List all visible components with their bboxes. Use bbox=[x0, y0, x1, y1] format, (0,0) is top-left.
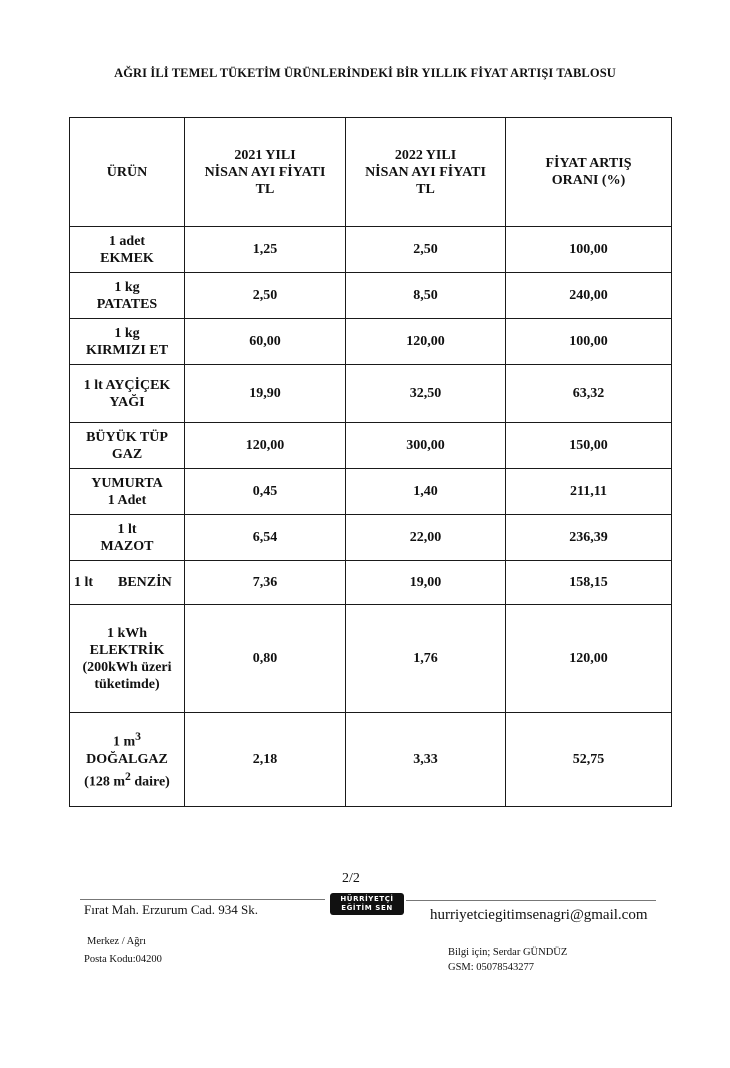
price-2021-cell: 2,50 bbox=[185, 273, 346, 319]
page-number: 2/2 bbox=[342, 871, 360, 886]
rate-cell: 120,00 bbox=[506, 605, 672, 713]
product-cell bbox=[70, 713, 185, 807]
rate-cell: 150,00 bbox=[506, 423, 672, 469]
price-2021-cell: 60,00 bbox=[185, 319, 346, 365]
product-cell bbox=[70, 561, 185, 605]
product-unit: 1 lt AYÇİÇEK bbox=[83, 377, 171, 393]
table-header-row bbox=[70, 118, 672, 227]
price-2022-cell: 300,00 bbox=[346, 423, 506, 469]
price-2021-cell: 120,00 bbox=[185, 423, 346, 469]
table-row bbox=[70, 273, 672, 319]
header-2021-line2: NİSAN AYI FİYATI bbox=[204, 164, 326, 180]
header-2022-line2: NİSAN AYI FİYATI bbox=[365, 164, 486, 180]
price-2021-cell: 0,45 bbox=[185, 469, 346, 515]
footer-divider-left bbox=[80, 899, 325, 900]
price-2022-cell: 32,50 bbox=[346, 365, 506, 423]
product-note: tüketimde) bbox=[94, 676, 160, 692]
header-increase-rate bbox=[506, 118, 672, 227]
price-2021-cell: 2,18 bbox=[185, 713, 346, 807]
product-name: GAZ bbox=[111, 446, 143, 462]
product-unit: 1 kg bbox=[114, 279, 140, 295]
header-product-label: ÜRÜN bbox=[106, 164, 148, 180]
rate-cell: 100,00 bbox=[506, 319, 672, 365]
product-unit: BÜYÜK TÜP bbox=[86, 429, 168, 445]
price-2022-cell: 3,33 bbox=[346, 713, 506, 807]
product-note: (200kWh üzeri bbox=[82, 659, 172, 675]
price-2021-cell: 7,36 bbox=[185, 561, 346, 605]
footer-divider-right bbox=[406, 900, 656, 901]
table-row bbox=[70, 423, 672, 469]
price-increase-table bbox=[69, 117, 672, 807]
table-row bbox=[70, 319, 672, 365]
product-cell bbox=[70, 227, 185, 273]
rate-cell: 100,00 bbox=[506, 227, 672, 273]
document-title: AĞRI İLİ TEMEL TÜKETİM ÜRÜNLERİNDEKİ BİR YILLIK FİYAT ARTIŞI TABLOSU bbox=[114, 66, 616, 80]
logo-line1: HÜRRİYETÇİ bbox=[340, 895, 394, 903]
price-2022-cell: 8,50 bbox=[346, 273, 506, 319]
price-2021-cell: 1,25 bbox=[185, 227, 346, 273]
product-unit: 1 adet bbox=[108, 233, 146, 249]
header-rate-line1: FİYAT ARTIŞ bbox=[545, 156, 632, 171]
footer-gsm: GSM: 05078543277 bbox=[448, 962, 535, 973]
product-unit: 1 lt bbox=[117, 521, 137, 537]
rate-cell: 211,11 bbox=[506, 469, 672, 515]
price-2022-cell: 1,76 bbox=[346, 605, 506, 713]
footer-district: Merkez / Ağrı bbox=[87, 936, 146, 947]
table-row bbox=[70, 605, 672, 713]
product-cell bbox=[70, 423, 185, 469]
price-2022-cell: 22,00 bbox=[346, 515, 506, 561]
rate-cell: 52,75 bbox=[506, 713, 672, 807]
product-cell bbox=[70, 605, 185, 713]
rate-cell: 158,15 bbox=[506, 561, 672, 605]
table-row bbox=[70, 713, 672, 807]
footer-address: Fırat Mah. Erzurum Cad. 934 Sk. bbox=[84, 902, 259, 917]
product-name: MAZOT bbox=[100, 538, 154, 554]
logo-line2: EĞİTİM SEN bbox=[341, 904, 393, 912]
price-2021-cell: 0,80 bbox=[185, 605, 346, 713]
table-row bbox=[70, 365, 672, 423]
header-2022-line3: TL bbox=[416, 181, 435, 197]
rate-cell: 240,00 bbox=[506, 273, 672, 319]
product-name: YUMURTA bbox=[91, 475, 163, 491]
header-2021-line1: 2021 YILI bbox=[234, 147, 296, 163]
rate-cell: 236,39 bbox=[506, 515, 672, 561]
product-name: YAĞI bbox=[109, 394, 145, 410]
table-row bbox=[70, 515, 672, 561]
footer-postal-code: Posta Kodu:04200 bbox=[84, 954, 162, 965]
rate-cell: 63,32 bbox=[506, 365, 672, 423]
union-logo bbox=[330, 893, 404, 915]
product-cell bbox=[70, 319, 185, 365]
product-unit: 1 lt bbox=[74, 575, 94, 590]
product-unit: 1 kWh bbox=[106, 625, 148, 641]
product-name: KIRMIZI ET bbox=[85, 342, 169, 358]
product-cell bbox=[70, 469, 185, 515]
product-note-end: daire) bbox=[130, 774, 170, 790]
superscript: 3 bbox=[135, 730, 141, 744]
product-cell bbox=[70, 365, 185, 423]
product-unit: 1 kg bbox=[114, 325, 140, 341]
header-product bbox=[70, 118, 185, 227]
price-2022-cell: 2,50 bbox=[346, 227, 506, 273]
product-name: BENZİN bbox=[118, 575, 172, 590]
price-2022-cell: 120,00 bbox=[346, 319, 506, 365]
product-note: (128 m bbox=[84, 774, 125, 790]
table-row bbox=[70, 469, 672, 515]
product-name: DOĞALGAZ bbox=[86, 752, 168, 767]
header-2022-price bbox=[346, 118, 506, 227]
product-cell bbox=[70, 273, 185, 319]
table-row bbox=[70, 561, 672, 605]
product-name: PATATES bbox=[96, 296, 158, 312]
price-2022-cell: 1,40 bbox=[346, 469, 506, 515]
price-2021-cell: 6,54 bbox=[185, 515, 346, 561]
product-name: EKMEK bbox=[100, 250, 154, 266]
table-row bbox=[70, 227, 672, 273]
price-2022-cell: 19,00 bbox=[346, 561, 506, 605]
product-cell bbox=[70, 515, 185, 561]
header-2022-line1: 2022 YILI bbox=[394, 147, 457, 163]
footer-email-link[interactable]: hurriyetciegitimsenagri@gmail.com bbox=[430, 907, 648, 923]
product-unit: 1 Adet bbox=[107, 492, 147, 508]
product-name: ELEKTRİK bbox=[89, 642, 165, 658]
superscript: 2 bbox=[124, 770, 131, 783]
header-2021-line3: TL bbox=[255, 181, 275, 197]
product-unit: 1 m bbox=[113, 735, 136, 750]
price-2021-cell: 19,90 bbox=[185, 365, 346, 423]
header-2021-price bbox=[185, 118, 346, 227]
header-rate-line2: ORANI (%) bbox=[551, 173, 626, 188]
footer-contact: Bilgi için; Serdar GÜNDÜZ bbox=[448, 947, 568, 958]
